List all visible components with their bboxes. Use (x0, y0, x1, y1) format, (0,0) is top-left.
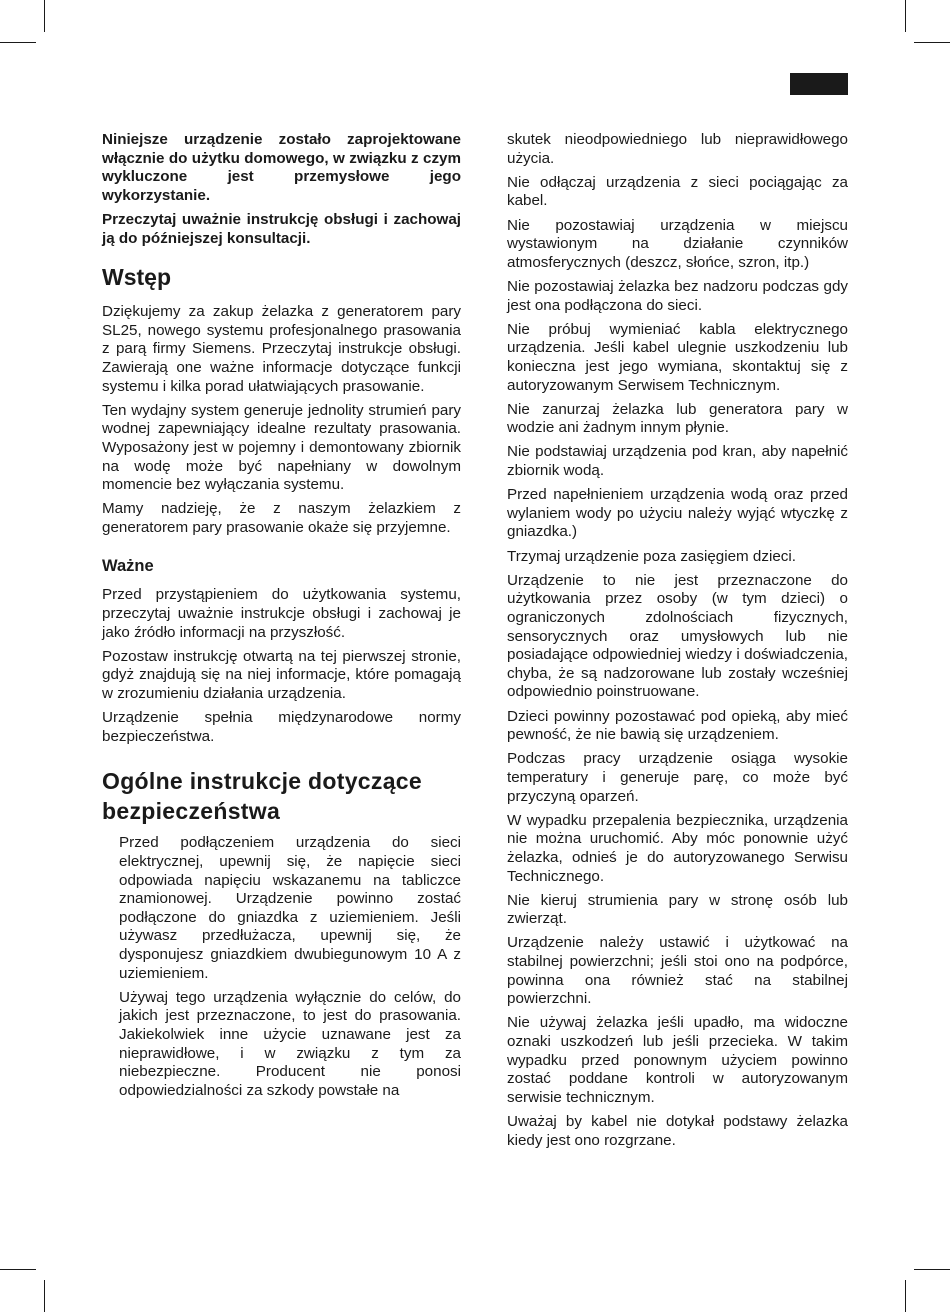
intro-paragraph: Ten wydajny system generuje jednolity strumień pary wodnej zapewniający idealne rezultaty prasowania. Wyposażony jest w pojemny i demontowany zbiornik na wodę może być napełniany w dowolnym momencie bez wyłączania systemu. (102, 401, 461, 494)
safety-item: Nie odłączaj urządzenia z sieci pociągając za kabel. (507, 173, 848, 210)
safety-item: skutek nieodpowiedniego lub nieprawidłowego użycia. (507, 131, 848, 167)
crop-mark-top-left-vertical (44, 0, 45, 32)
safety-item: Używaj tego urządzenia wyłącznie do celów, do jakich jest przeznaczone, to jest do prasowania. Jakiekolwiek inne użycie uznawane jest za nieprawidłowe, i w związku z tym za niebezpieczne. Producent nie ponosi odpowiedzialności za szkody powstałe na (119, 988, 461, 1099)
crop-mark-bottom-right-vertical (905, 1280, 906, 1312)
crop-mark-bottom-right-horizontal (914, 1269, 950, 1270)
safety-item: Urządzenie to nie jest przeznaczone do użytkowania przez osoby (w tym dzieci) o ograniczonych zdolnościach fizycznych, sensorycznych oraz umysłowych lub nie posiadające odpowiedniej wiedzy i doświadczenia, chyba, że są nadzorowane lub zostały wcześniej odpowiednio poinstruowane. (507, 571, 848, 701)
intro-paragraph: Mamy nadzieję, że z naszym żelazkiem z generatorem pary prasowanie okaże się przyjemne. (102, 500, 461, 536)
safety-item: Nie używaj żelazka jeśli upadło, ma widoczne oznaki uszkodzeń lub jeśli przecieka. W takim wypadku przed ponownym użyciem powinno zostać poddane kontroli w autoryzowanym serwisie technicznym. (507, 1014, 848, 1106)
crop-mark-top-right-horizontal (914, 42, 950, 43)
safety-item: W wypadku przepalenia bezpiecznika, urządzenia nie można uruchomić. Aby móc ponownie użyć żelazka, odnieś je do autoryzowanego Serwisu Technicznego. (507, 811, 848, 885)
left-column (102, 131, 461, 1106)
heading-introduction: Wstęp (102, 264, 171, 291)
safety-item: Nie próbuj wymieniać kabla elektrycznego urządzenia. Jeśli kabel ulegnie uszkodzeniu lub konieczna jest jego wymiana, skontaktuj się z autoryzowanym Serwisem Technicznym. (507, 320, 848, 394)
heading-important: Ważne (102, 557, 154, 576)
crop-mark-top-right-vertical (905, 0, 906, 32)
safety-item: Nie pozostawiaj urządzenia w miejscu wystawionym na działanie czynników atmosferycznych (deszcz, słońce, szron, itp.) (507, 216, 848, 271)
important-paragraph: Urządzenie spełnia międzynarodowe normy bezpieczeństwa. (102, 709, 461, 745)
safety-item: Nie zanurzaj żelazka lub generatora pary w wodzie ani żadnym innym płynie. (507, 400, 848, 437)
language-tab-marker (790, 73, 848, 95)
safety-item: Uważaj by kabel nie dotykał podstawy żelazka kiedy jest ono rozgrzane. (507, 1113, 848, 1149)
intro-notice-read-manual: Przeczytaj uważnie instrukcję obsługi i zachowaj ją do późniejszej konsultacji. (102, 210, 461, 247)
important-paragraph: Pozostaw instrukcję otwartą na tej pierwszej stronie, gdyż znajdują się na niej informacje, które pomagają w zrozumieniu działania urządzenia. (102, 647, 461, 703)
important-paragraph: Przed przystąpieniem do użytkowania systemu, przeczytaj uważnie instrukcje obsługi i zachowaj je jako źródło informacji na przyszłość. (102, 586, 461, 641)
safety-item: Podczas pracy urządzenie osiąga wysokie temperatury i generuje parę, co może być przyczyną oparzeń. (507, 750, 848, 805)
right-column (507, 131, 848, 1156)
safety-item: Przed napełnieniem urządzenia wodą oraz przed wylaniem wody po użyciu należy wyjąć wtyczkę z gniazdka.) (507, 486, 848, 541)
safety-item: Urządzenie należy ustawić i użytkować na stabilnej powierzchni; jeśli stoi ono na podpórce, powinna ona również stać na stabilnej powierzchni. (507, 934, 848, 1008)
crop-mark-top-left-horizontal (0, 42, 36, 43)
safety-item: Przed podłączeniem urządzenia do sieci elektrycznej, upewnij się, że napięcie sieci odpowiada napięciu wskazanemu na tabliczce znamionowej. Urządzenie powinno zostać podłączone do gniazdka z uziemieniem. Jeśli używasz przedłużacza, upewnij się, że dysponujesz gniazdkiem dwubiegunowym 10 A z uziemieniem. (119, 834, 461, 982)
intro-paragraph: Dziękujemy za zakup żelazka z generatorem pary SL25, nowego systemu profesjonalnego prasowania z parą firmy Siemens. Przeczytaj instrukcje obsługi. Zawierają one ważne informacje dotyczące funkcji systemu i kilka porad ułatwiających prasowanie. (102, 303, 461, 395)
intro-notice-domestic-use: Niniejsze urządzenie zostało zaprojektowane włącznie do użytku domowego, w związku z czym wykluczone jest przemysłowe jego wykorzystanie. (102, 131, 461, 204)
safety-item: Nie podstawiaj urządzenia pod kran, aby napełnić zbiornik wodą. (507, 443, 848, 480)
crop-mark-bottom-left-horizontal (0, 1269, 36, 1270)
heading-safety-instructions: Ogólne instrukcje dotyczące bezpieczeństwa (102, 768, 422, 825)
safety-item: Nie pozostawiaj żelazka bez nadzoru podczas gdy jest ona podłączona do sieci. (507, 277, 848, 314)
crop-mark-bottom-left-vertical (44, 1280, 45, 1312)
safety-item: Trzymaj urządzenie poza zasięgiem dzieci. (507, 547, 796, 565)
safety-item: Dzieci powinny pozostawać pod opieką, aby mieć pewność, że nie bawią się urządzeniem. (507, 707, 848, 744)
safety-item: Nie kieruj strumienia pary w stronę osób lub zwierząt. (507, 891, 848, 928)
